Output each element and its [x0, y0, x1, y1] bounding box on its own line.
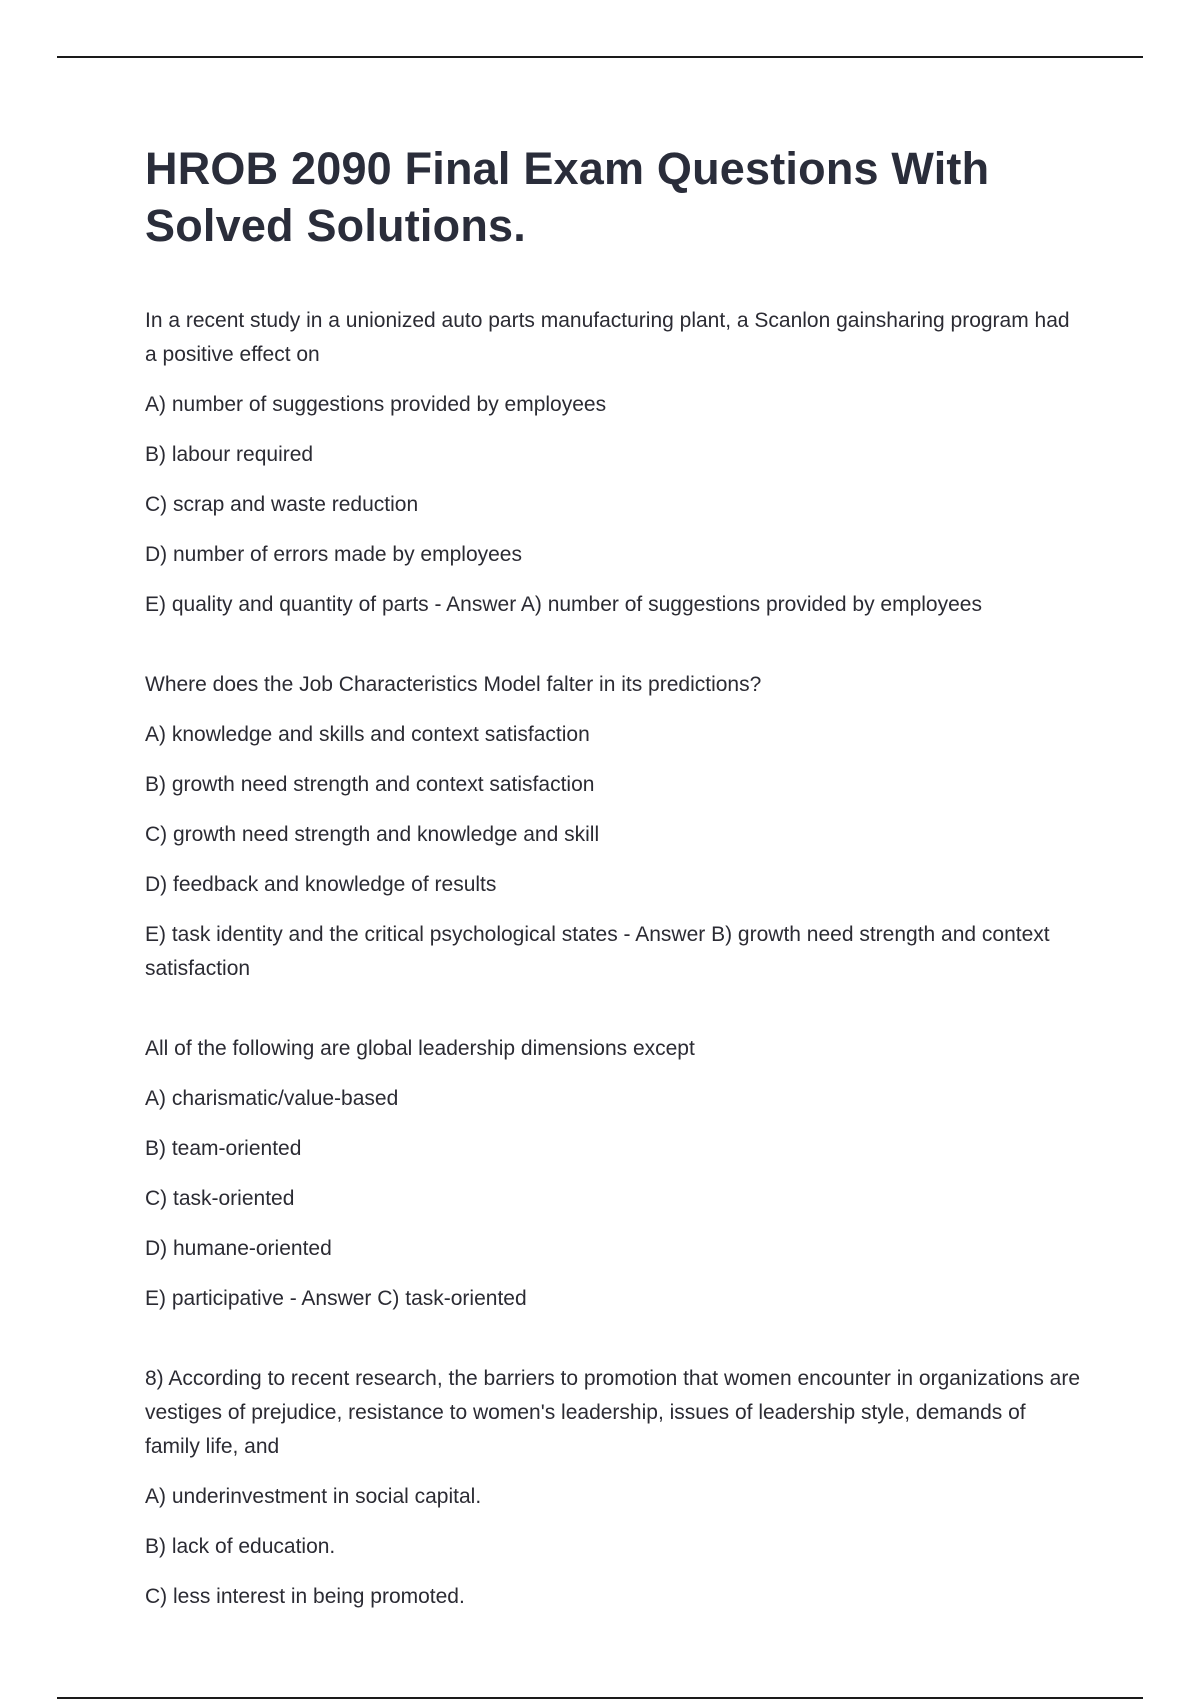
- answer-option: E) quality and quantity of parts - Answer A) number of suggestions provided by employees: [145, 593, 982, 616]
- question-list: [145, 304, 1085, 1614]
- answer-option: A) charismatic/value-based: [145, 1087, 399, 1110]
- answer-option: B) team-oriented: [145, 1137, 302, 1160]
- question-block: [145, 1032, 1085, 1316]
- answer-option: C) scrap and waste reduction: [145, 493, 419, 516]
- answer-option: C) less interest in being promoted.: [145, 1585, 465, 1608]
- document-body: [145, 140, 1085, 1660]
- answer-option: C) growth need strength and knowledge and skill: [145, 823, 600, 846]
- question-block: [145, 1362, 1085, 1614]
- document-title: HROB 2090 Final Exam Questions With Solved Solutions.: [145, 143, 990, 251]
- question-stem: Where does the Job Characteristics Model falter in its predictions?: [145, 673, 762, 696]
- answer-option: D) humane-oriented: [145, 1237, 332, 1260]
- answer-option: D) feedback and knowledge of results: [145, 873, 497, 896]
- answer-option: E) participative - Answer C) task-oriented: [145, 1287, 527, 1310]
- question-block: [145, 668, 1085, 986]
- answer-option: A) number of suggestions provided by employees: [145, 393, 607, 416]
- question-stem: All of the following are global leadership dimensions except: [145, 1037, 695, 1060]
- answer-option: A) underinvestment in social capital.: [145, 1485, 482, 1508]
- answer-option: E) task identity and the critical psychological states - Answer B) growth need strength and context satisfaction: [145, 923, 1050, 980]
- bottom-rule: [57, 1697, 1143, 1699]
- answer-option: D) number of errors made by employees: [145, 543, 522, 566]
- answer-option: A) knowledge and skills and context satisfaction: [145, 723, 590, 746]
- question-stem: 8) According to recent research, the barriers to promotion that women encounter in organizations are vestiges of prejudice, resistance to women's leadership, issues of leadership style, demands of family life, and: [145, 1367, 1081, 1458]
- answer-option: B) growth need strength and context satisfaction: [145, 773, 595, 796]
- top-rule: [57, 56, 1143, 58]
- answer-option: C) task-oriented: [145, 1187, 295, 1210]
- question-stem: In a recent study in a unionized auto parts manufacturing plant, a Scanlon gainsharing program had a positive effect on: [145, 309, 1070, 366]
- question-block: [145, 304, 1085, 622]
- answer-option: B) labour required: [145, 443, 314, 466]
- answer-option: B) lack of education.: [145, 1535, 336, 1558]
